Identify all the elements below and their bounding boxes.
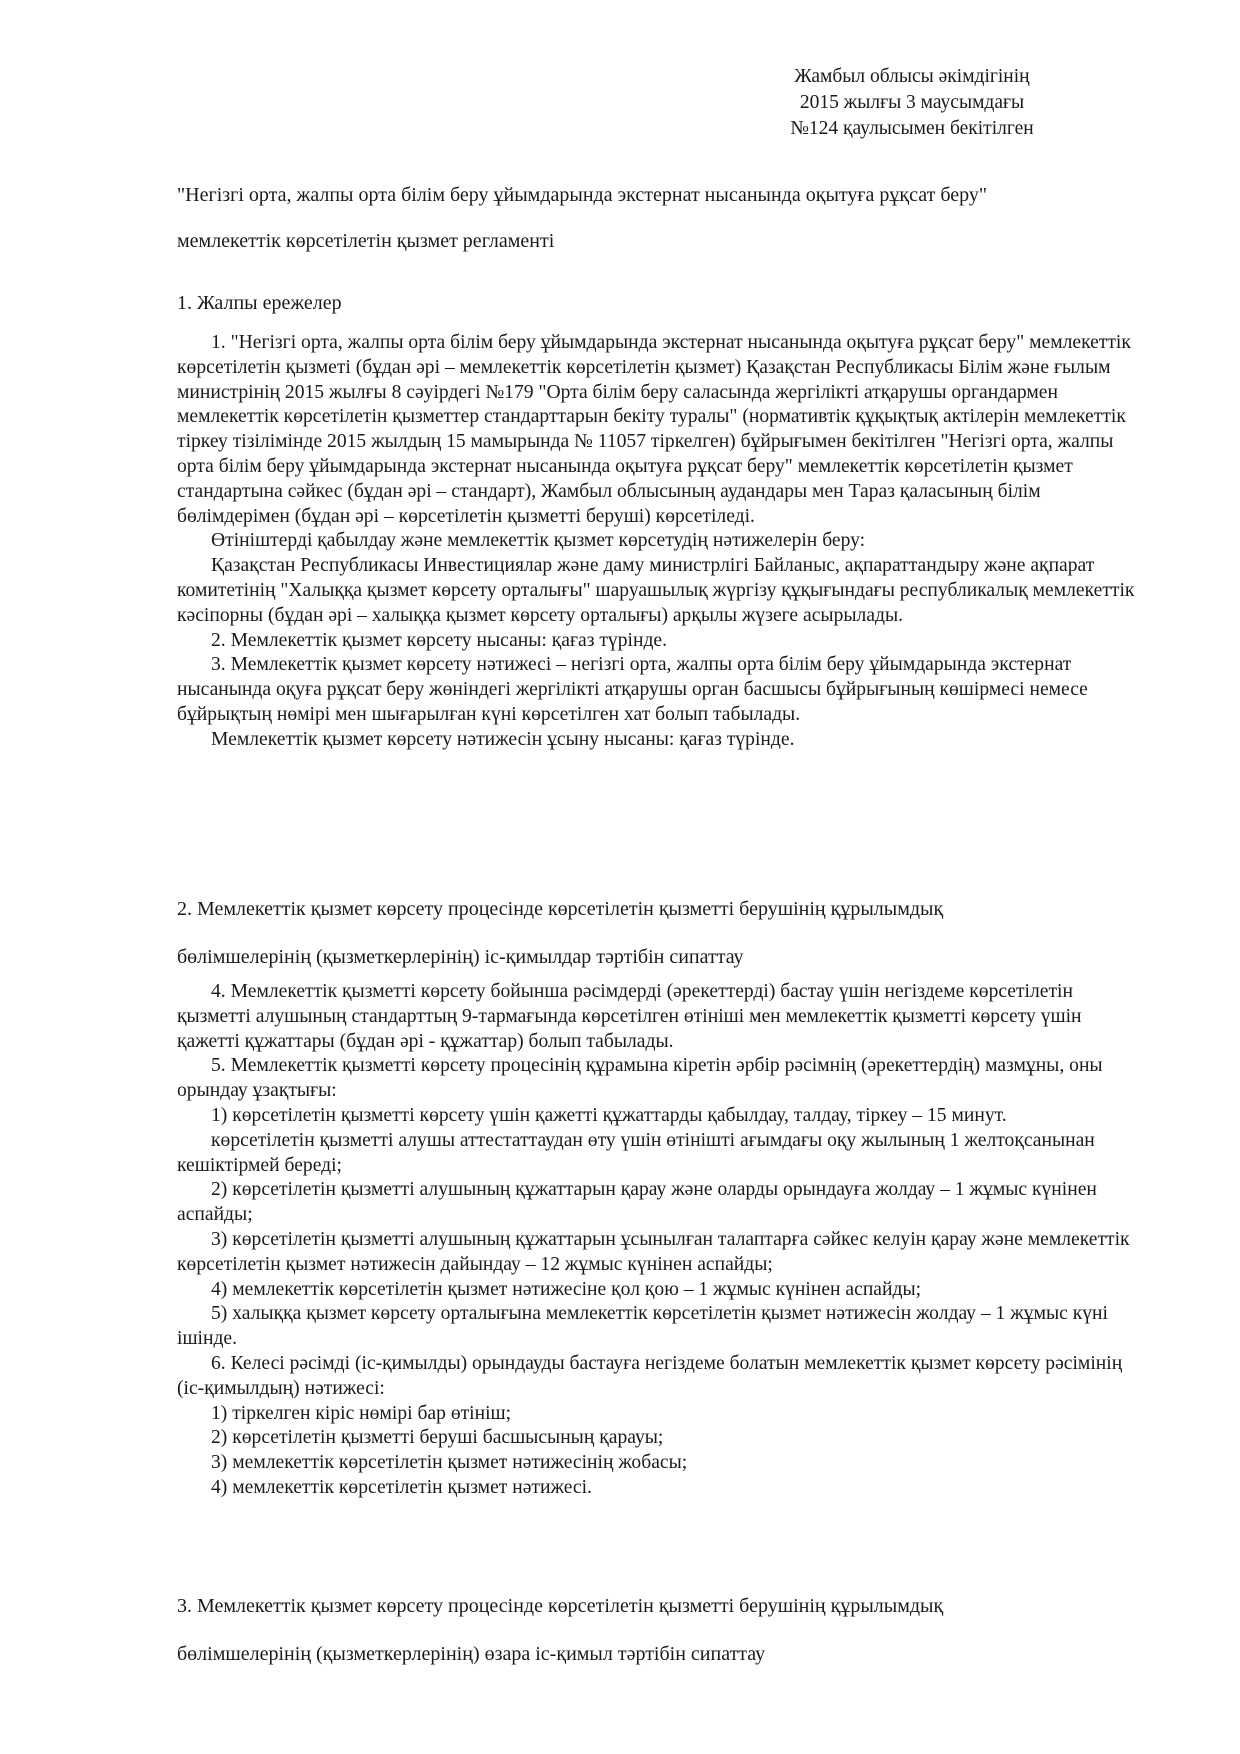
paragraph: 4) мемлекеттік көрсетілетін қызмет нәтижесі. [211,1476,592,1498]
section-1-heading [177,290,1127,316]
section-2-heading-line-2: бөлімшелерінің (қызметкерлерінің) іс-қимылдар тәртібін сипаттау [177,946,744,968]
approval-line-3: №124 қаулысымен бекітілген [790,118,1034,139]
paragraph: Қазақстан Республикасы Инвестициялар және даму министрлігі Байланыс, ақпараттандыру және ақпарат комитетінің "Халыққа қызмет көрсету орталығы" шаруашылық жүргізу құқығындағы республикалық мемлекеттік кәсіпорны (бұдан әрі – халыққа қызмет көрсету орталығы) арқылы жүзеге асырылады. [177,555,1135,626]
paragraph: 5. Мемлекеттік қызметті көрсету процесінің құрамына кіретін әрбір рәсімнің (әрекеттердің) мазмұны, оны орындау ұзақтығы: [177,1055,1103,1102]
paragraph: 6. Келесі рәсімді (іс-қимылды) орындауды бастауға негіздеме болатын мемлекеттік қызмет көрсету рәсімінің (іс-қимылдың) нәтижесі: [177,1352,1123,1399]
approval-stamp-text [702,64,1122,142]
section-2-heading-line-1: 2. Мемлекеттік қызмет көрсету процесінде көрсетілетін қызметті берушінің құрылымдық [177,898,944,920]
approval-line-2: 2015 жылғы 3 маусымдағы [799,92,1025,113]
approval-line-1: Жамбыл облысы әкімдігінің [794,66,1030,87]
title-line-2: мемлекеттік көрсетілетін қызмет регламенті [177,230,555,252]
paragraph: көрсетілетін қызметті алушы аттестаттаудан өту үшін өтінішті ағымдағы оқу жылының 1 желтоқсанынан кешіктірмей береді; [177,1129,1095,1176]
document-title [177,182,1127,254]
paragraph: 2) көрсетілетін қызметті алушының құжаттарын қарау және оларды орындауға жолдау – 1 жұмыс күнінен аспайды; [177,1179,1097,1226]
paragraph: 1. "Негізгі орта, жалпы орта білім беру ұйымдарында экстернат нысанында оқытуға рұқсат беру" мемлекеттік көрсетілетін қызметі (бұдан әрі – мемлекеттік көрсетілетін қызмет) Қазақстан Республикасы Білім және ғылым министрінің 2015 жылғы 8 сәуірдегі №179 "Орта білім беру саласында жергілікті атқарушы органдармен мемлекеттік көрсетілетін қызметтер стандарттарын бекіту туралы" (нормативтік құқықтық актілерін мемлекеттік тіркеу тізілімінде 2015 жылдың 15 мамырында № 11057 тіркелген) бұйрығымен бекітілген "Негізгі орта, жалпы орта білім беру ұйымдарында экстернат нысанында оқытуға рұқсат беру" мемлекеттік көрсетілетін қызмет стандартына сәйкес (бұдан әрі – стандарт), Жамбыл облысының аудандары мен Тараз қаласының білім бөлімдерімен (бұдан әрі – көрсетілетін қызметті беруші) көрсетіледі. [177,332,1131,527]
paragraph: Мемлекеттік қызмет көрсету нәтижесін ұсыну нысаны: қағаз түрінде. [211,728,795,750]
paragraph: 4. Мемлекеттік қызметті көрсету бойынша рәсімдерді (әрекеттерді) бастау үшін негіздеме көрсетілетін қызметті алушының стандарттың 9-тармағында көрсетілген өтініші мен мемлекеттік қызметті көрсету үшін қажетті құжаттары (бұдан әрі - құжаттар) болып табылады. [177,981,1082,1052]
paragraph: Өтініштерді қабылдау және мемлекеттік қызмет көрсетудің нәтижелерін беру: [211,530,866,552]
section-3-heading-line-1: 3. Мемлекеттік қызмет көрсету процесінде көрсетілетін қызметті берушінің құрылымдық [177,1595,944,1617]
paragraph: 3) көрсетілетін қызметті алушының құжаттарын ұсынылған талаптарға сәйкес келуін қарау және мемлекеттік көрсетілетін қызмет нәтижесін дайындау – 12 жұмыс күнінен аспайды; [177,1228,1130,1275]
paragraph: 3) мемлекеттік көрсетілетін қызмет нәтижесінің жобасы; [211,1452,688,1474]
paragraph: 3. Мемлекеттік қызмет көрсету нәтижесі – негізгі орта, жалпы орта білім беру ұйымдарында экстернат нысанында оқуға рұқсат беру жөніндегі жергілікті атқарушы орган басшысы бұйрығының көшірмесі немесе бұйрықтың нөмірі мен шығарылған күні көрсетілген хат болып табылады. [177,654,1088,725]
title-line-1: "Негізгі орта, жалпы орта білім беру ұйымдарында экстернат нысанында оқытуға рұқсат беру" [177,184,988,206]
section-3-heading-line-2: бөлімшелерінің (қызметкерлерінің) өзара іс-қимыл тәртібін сипаттау [177,1643,766,1665]
paragraph: 5) халыққа қызмет көрсету орталығына мемлекеттік көрсетілетін қызмет нәтижесін жолдау – 1 жұмыс күні ішінде. [177,1303,1108,1350]
paragraph: 1) тіркелген кіріс нөмірі бар өтініш; [211,1402,512,1424]
paragraph: 2. Мемлекеттік қызмет көрсету нысаны: қағаз түрінде. [211,629,668,651]
paragraph: 4) мемлекеттік көрсетілетін қызмет нәтижесіне қол қою – 1 жұмыс күнінен аспайды; [211,1278,922,1300]
paragraph: 2) көрсетілетін қызметті беруші басшысының қарауы; [211,1427,664,1449]
section-1-heading-text: 1. Жалпы ережелер [177,292,342,314]
paragraph: 1) көрсетілетін қызметті көрсету үшін қажетті құжаттарды қабылдау, талдау, тіркеу – 15 минут. [211,1104,1007,1126]
section-2-heading [177,896,1127,970]
section-1-body [177,331,1147,753]
section-3-heading [177,1593,1127,1667]
section-2-body [177,980,1147,1501]
